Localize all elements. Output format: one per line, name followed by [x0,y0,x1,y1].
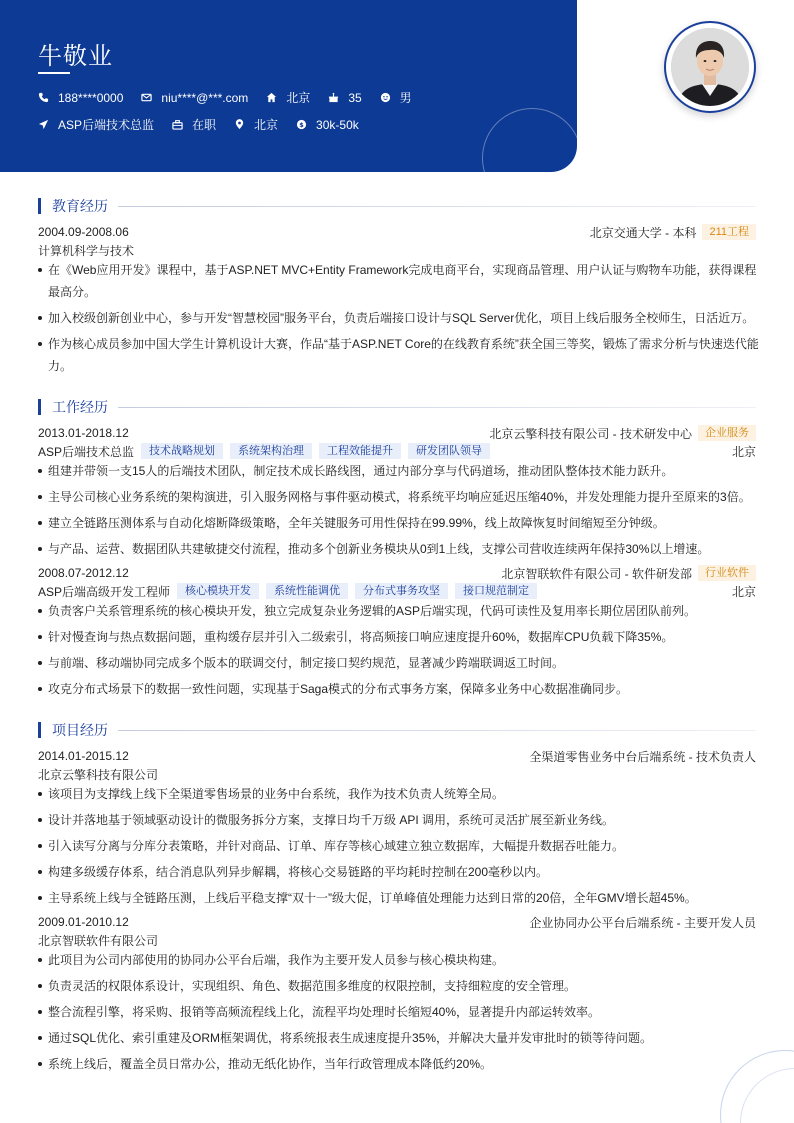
project-name: 企业协同办公平台后端系统 - 主要开发人员 [529,915,756,930]
section-bar [38,722,41,738]
project-name: 全渠道零售业务中台后端系统 - 技术负责人 [529,749,756,764]
age-item [328,91,361,105]
avatar-frame [664,21,756,113]
gender-text: 男 [399,91,412,105]
hometown-item [266,89,310,106]
decorative-ring [482,108,577,172]
target-city-item [234,116,278,133]
skill-tag: 工程效能提升 [319,443,401,459]
skill-tag: 系统性能调优 [266,583,348,599]
project-bullet: 通过SQL优化、索引重建及ORM框架调优，将系统报表生成速度提升35%，并解决大量并发审批时的锁等待问题。 [38,1027,760,1049]
gender-item [380,89,412,106]
project-bullet: 此项目为公司内部使用的协同办公平台后端，我作为主要开发人员参与核心模块构建。 [38,949,760,971]
location-icon [234,119,245,130]
section-bar [38,198,41,214]
gender-icon [380,92,391,103]
education-bullet: 作为核心成员参加中国大学生计算机设计大赛，作品“基于ASP.NET Core的在线教育系统”获全国三等奖，锻炼了需求分析与快速迭代能力。 [38,333,760,377]
target-city-text: 北京 [254,118,279,132]
education-bullet: 在《Web应用开发》课程中，基于ASP.NET MVC+Entity Framework完成电商平台，实现商品管理、用户认证与购物车功能，获得课程最高分。 [38,259,760,303]
section-title-project [38,720,756,740]
email-text: niu****@***.com [161,90,249,105]
work-bullet: 攻克分布式场景下的数据一致性问题，实现基于Saga模式的分布式事务方案，保障多业务中心数据准确同步。 [38,678,760,700]
project-header-row [38,747,756,765]
phone-text: 188****0000 [58,90,124,105]
email-item [141,91,248,105]
work-bullet: 组建并带领一支15人的后端技术团队，制定技术成长路线图，通过内部分享与代码道场，推动团队整体技术能力跃升。 [38,460,760,482]
industry-badge: 行业软件 [698,565,756,581]
project-header-row [38,913,756,931]
education-school: 北京交通大学 - 本科 [589,225,697,240]
section-divider [118,206,756,207]
target-position-text: ASP后端技术总监 [58,118,155,132]
work-title: ASP后端技术总监 [38,444,135,459]
project-bullet: 引入读写分离与分库分表策略，并针对商品、订单、库存等核心域建立独立数据库，大幅提升数据吞吐能力。 [38,835,760,857]
project-bullet: 该项目为支撑线上线下全渠道零售场景的业务中台系统，我作为技术负责人统筹全局。 [38,783,760,805]
work-header-row [38,424,756,442]
project-bullet: 整合流程引擎，将采购、报销等高频流程线上化，流程平均处理时长缩短40%，显著提升内部运转效率。 [38,1001,760,1023]
status-item [172,116,216,133]
project-bullet: 主导系统上线与全链路压测，上线后平稳支撑“双十一”级大促，订单峰值处理能力达到日常的20倍，全年GMV增长超45%。 [38,887,760,909]
skill-tag: 技术战略规划 [141,443,223,459]
education-header-row [38,223,756,241]
section-title-text: 教育经历 [52,198,108,214]
skill-tag: 研发团队领导 [408,443,490,459]
mail-icon [141,92,152,103]
work-bullet: 与前端、移动端协同完成多个版本的联调交付，制定接口契约规范，显著减少跨端联调返工时间。 [38,652,760,674]
education-major-row [38,241,756,259]
skill-tag: 接口规范制定 [455,583,537,599]
project-bullet: 负责灵活的权限体系设计，实现组织、角色、数据范围多维度的权限控制，支持细粒度的安全管理。 [38,975,760,997]
work-city: 北京 [731,584,756,599]
section-title-education [38,196,756,216]
contact-row [38,89,430,106]
section-divider [118,407,756,408]
education-bullet: 加入校级创新创业中心，参与开发“智慧校园”服务平台，负责后端接口设计与SQL Server优化，项目上线后服务全校师生，日活近万。 [38,307,760,329]
project-date: 2014.01-2015.12 [38,749,129,763]
project-bullet: 设计并落地基于领域驱动设计的微服务拆分方案，支撑日均千万级 API 调用，系统可灵活扩展至新业务线。 [38,809,760,831]
home-icon [266,92,277,103]
salary-text: 30k-50k [316,117,359,132]
work-date: 2013.01-2018.12 [38,426,129,440]
project-company-row [38,931,756,949]
candidate-name: 牛敬业 [38,43,113,70]
work-title-row [38,582,756,600]
age-icon [328,92,339,103]
work-bullet: 针对慢查询与热点数据问题，重构缓存层并引入二级索引，将高频接口响应速度提升60%，数据库CPU负载下降35%。 [38,626,760,648]
project-date: 2009.01-2010.12 [38,915,129,929]
work-company: 北京智联软件有限公司 - 软件研发部 [501,566,692,581]
industry-badge: 企业服务 [698,425,756,441]
skill-tag: 分布式事务攻坚 [355,583,448,599]
school-badge: 211工程 [702,224,756,240]
skill-tag: 核心模块开发 [177,583,259,599]
work-bullet: 与产品、运营、数据团队共建敏捷交付流程，推动多个创新业务模块从0到1上线，支撑公司营收连续两年保持30%以上增速。 [38,538,760,560]
target-position-item [38,116,154,133]
project-company: 北京智联软件有限公司 [38,933,159,948]
section-title-text: 项目经历 [52,722,108,738]
work-header-row [38,564,756,582]
project-company-row [38,765,756,783]
job-intent-row [38,116,377,133]
salary-item [296,118,359,132]
work-company: 北京云擎科技有限公司 - 技术研发中心 [489,426,692,441]
phone-item [38,91,123,105]
phone-icon [38,92,49,103]
project-company: 北京云擎科技有限公司 [38,767,159,782]
work-title: ASP后端高级开发工程师 [38,584,171,599]
work-city: 北京 [731,444,756,459]
name-underline [38,72,70,74]
section-title-work [38,397,756,417]
work-date: 2008.07-2012.12 [38,566,129,580]
status-icon [172,119,183,130]
education-major: 计算机科学与技术 [38,243,135,258]
age-text: 35 [348,90,362,105]
avatar [671,28,749,106]
skill-tag: 系统架构治理 [230,443,312,459]
header-banner [0,0,577,172]
section-title-text: 工作经历 [52,399,108,415]
work-title-row [38,442,756,460]
section-divider [118,730,756,731]
work-bullet: 建立全链路压测体系与自动化熔断降级策略，全年关键服务可用性保持在99.99%，线上故障恢复时间缩短至分钟级。 [38,512,760,534]
education-date: 2004.09-2008.06 [38,225,129,239]
target-icon [38,119,49,130]
svg-text:$: $ [299,120,304,129]
work-bullet: 负责客户关系管理系统的核心模块开发，独立完成复杂业务逻辑的ASP后端实现，代码可读性及复用率长期位居团队前列。 [38,600,760,622]
project-bullet: 系统上线后，覆盖全员日常办公，推动无纸化协作，当年行政管理成本降低约20%。 [38,1053,760,1075]
salary-icon [296,119,307,130]
hometown-text: 北京 [286,91,311,105]
section-bar [38,399,41,415]
status-text: 在职 [192,118,217,132]
work-bullet: 主导公司核心业务系统的架构演进，引入服务网格与事件驱动模式，将系统平均响应延迟压缩40%，并发处理能力提升至原来的3倍。 [38,486,760,508]
project-bullet: 构建多级缓存体系，结合消息队列异步解耦，将核心交易链路的平均耗时控制在200毫秒以内。 [38,861,760,883]
